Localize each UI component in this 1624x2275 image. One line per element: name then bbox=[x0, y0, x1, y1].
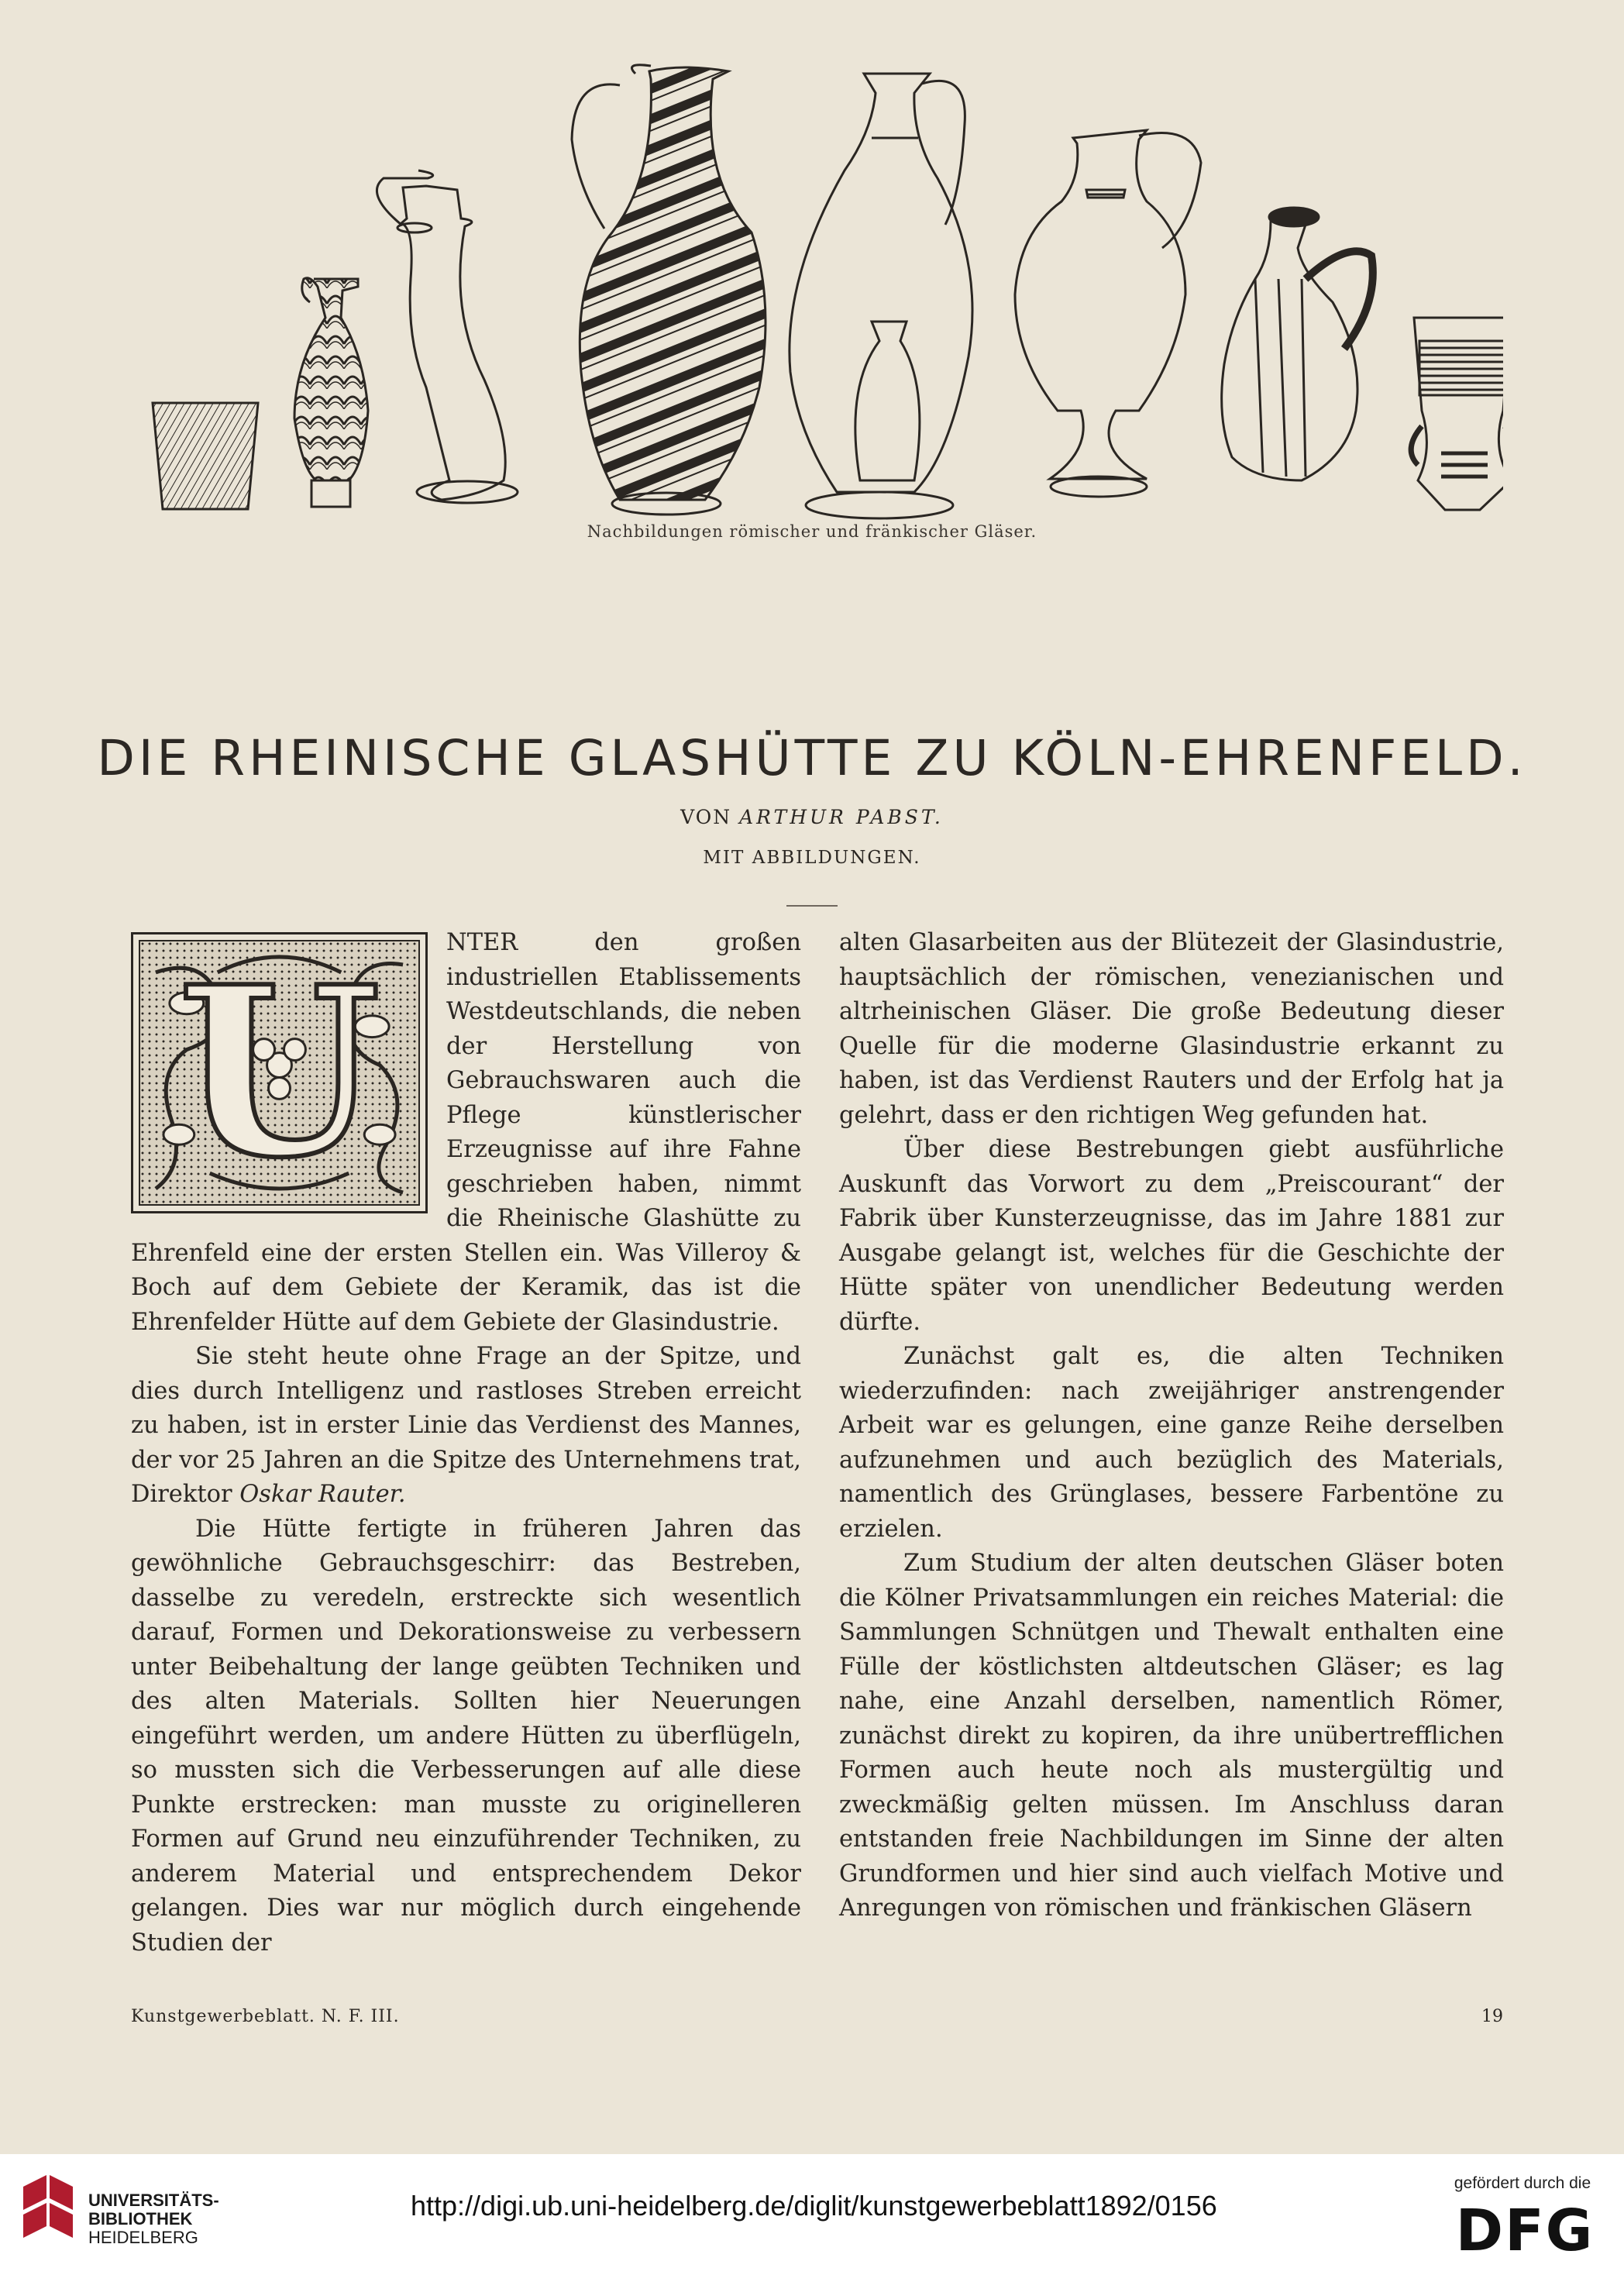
right-column bbox=[839, 926, 1504, 1926]
illustration-caption: Nachbildungen römischer und fränkischer Gläser. bbox=[587, 522, 1037, 541]
ub-heidelberg-logo-icon[interactable] bbox=[15, 2171, 77, 2256]
glass-vessels-drawing bbox=[139, 46, 1503, 523]
author-name: ARTHUR PABST. bbox=[739, 806, 944, 828]
left-column bbox=[131, 926, 801, 1960]
library-name-line: BIBLIOTHEK bbox=[88, 2209, 193, 2229]
paragraph: alten Glasarbeiten aus der Blütezeit der Glasindustrie, hauptsächlich der römischen, venezianischen und altrheinischen Gläser. Die große Bedeutung dieser Quelle für die moderne Glasindustrie erkannt zu haben, ist das Verdienst Rauters und der Erfolg hat ja gelehrt, dass er den richtigen Weg gefunden hat. bbox=[839, 929, 1504, 1129]
director-name: Oskar Rauter. bbox=[239, 1481, 406, 1508]
initial-ornament bbox=[139, 940, 420, 1206]
journal-footer: Kunstgewerbeblatt. N. F. III. bbox=[131, 2007, 400, 2026]
library-footer-bar bbox=[0, 2154, 1624, 2275]
paragraph: Über diese Bestrebungen giebt ausführliche Auskunft das Vorwort zu dem „Preiscourant“ der Fabrik über Kunsterzeugnisse, das im Jahre 1881 zur Ausgabe gelangt ist, welches für die Geschichte der Hütte später von unendlicher Bedeutung werden dürfte. bbox=[839, 1136, 1504, 1336]
paragraph: NTER den großen industriellen Etablissements Westdeutschlands, die neben der Herstellung von Gebrauchswaren auch die Pflege künstlerischer Erzeugnisse auf ihre Fahne geschrieben haben, nimmt die Rheinische Glashütte zu Ehrenfeld eine der ersten Stellen ein. Was Villeroy & Boch auf dem Gebiete der Keramik, das ist die Ehrenfelder Hütte auf dem Gebiete der Glasindustrie. bbox=[131, 929, 801, 1336]
library-name-line: HEIDELBERG bbox=[88, 2228, 198, 2247]
article-subtitle: MIT ABBILDUNGEN. bbox=[703, 848, 921, 868]
glassware-illustration bbox=[139, 46, 1503, 523]
library-name bbox=[88, 2191, 219, 2247]
dfg-logo[interactable]: DFG bbox=[1455, 2198, 1595, 2264]
paragraph-text: Sie steht heute ohne Frage an der Spitze, und dies durch Intelligenz und rastloses Streben erreicht zu haben, ist in erster Linie das Verdienst des Mannes, der vor 25 Jahren an die Spitze des Unternehmens trat, Direktor bbox=[131, 1343, 801, 1508]
article-title: DIE RHEINISCHE GLASHÜTTE ZU KÖLN-EHRENFELD. bbox=[97, 730, 1527, 786]
paragraph: Zum Studium der alten deutschen Gläser boten die Kölner Privatsammlungen ein reiches Material: die Sammlungen Schnütgen und Thewalt enthalten eine Fülle der köstlichsten altdeutschen Gläser; es lag nahe, eine Anzahl derselben, namentlich Römer, zunächst direkt zu kopiren, da ihre unübertrefflichen Formen auch heute noch als mustergültig und zweckmäßig gelten müssen. Im Anschluss daran entstanden freie Nachbildungen im Sinne der alten Grundformen und hier sind auch vielfach Motive und Anregungen von römischen und fränkischen Gläsern bbox=[839, 1550, 1504, 1922]
paragraph: Zunächst galt es, die alten Techniken wiederzufinden: nach zweijähriger anstrengender Arbeit war es gelungen, eine ganze Reihe derselben aufzunehmen und auch bezüglich des Materials, namentlich des Grünglases, bessere Farbentöne zu erzielen. bbox=[839, 1343, 1504, 1543]
paragraph bbox=[131, 1340, 801, 1513]
decorated-initial bbox=[131, 932, 428, 1213]
permalink-url[interactable]: http://digi.ub.uni-heidelberg.de/diglit/kunstgewerbeblatt1892/0156 bbox=[411, 2190, 1217, 2222]
initial-letter: U bbox=[177, 940, 381, 1206]
title-divider bbox=[786, 905, 838, 907]
library-name-line: UNIVERSITÄTS- bbox=[88, 2191, 219, 2210]
page-number: 19 bbox=[1481, 2007, 1503, 2026]
funded-by-label: gefördert durch die bbox=[1454, 2174, 1591, 2192]
byline-prefix: VON bbox=[680, 806, 732, 828]
paragraph: Die Hütte fertigte in früheren Jahren das gewöhnliche Gebrauchsgeschirr: das Bestreben, dasselbe zu veredeln, erstreckte sich wesentlich darauf, Formen und Dekorationsweise zu verbessern unter Beibehaltung der lange geübten Techniken und des alten Materials. Sollten hier Neuerungen eingeführt werden, um andere Hütten zu überflügeln, so mussten sich die Verbesserungen auf alle diese Punkte erstrecken: man musste zu originelleren Formen auf Grund neu einzuführender Techniken, zu anderem Material und entsprechendem Dekor gelangen. Dies war nur möglich durch eingehende Studien der bbox=[131, 1515, 801, 1957]
article-byline bbox=[0, 806, 1624, 828]
